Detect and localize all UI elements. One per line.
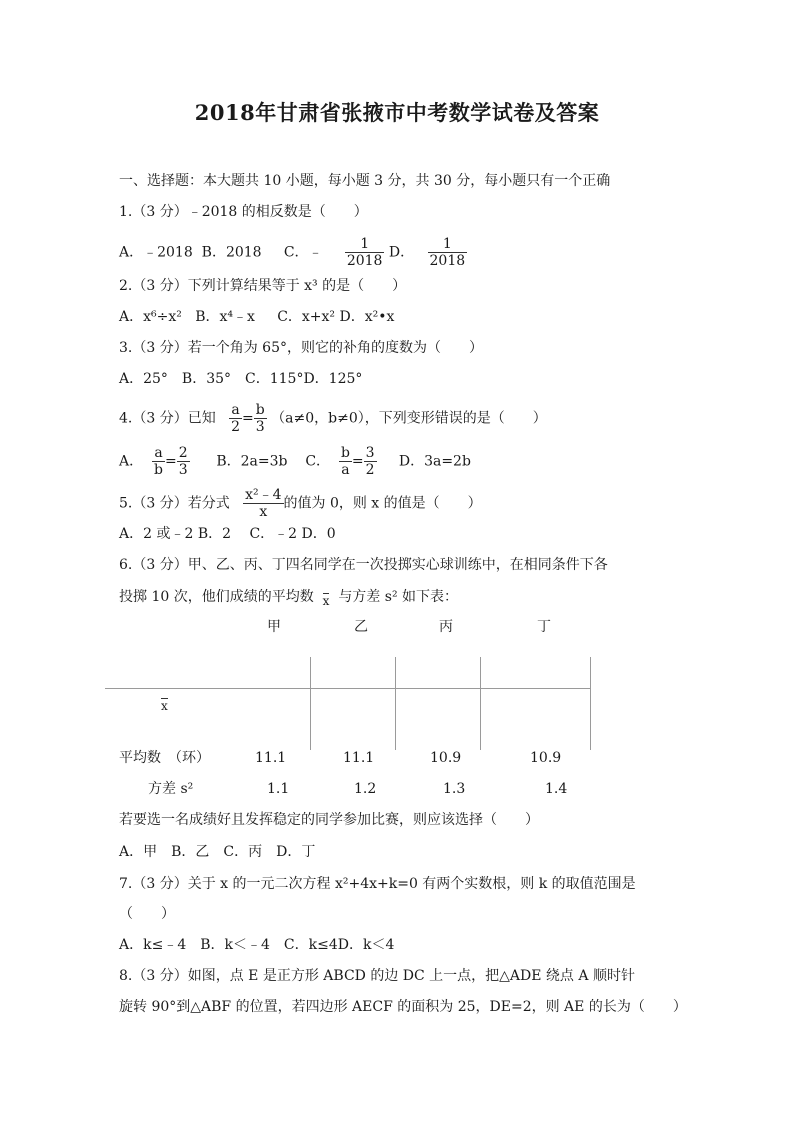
q4-option-c: C． <box>305 453 331 470</box>
question-5-stem <box>119 487 482 520</box>
q4-option-b: B．2a=3b <box>216 453 288 470</box>
q4-option-a: A． <box>119 453 144 470</box>
q4-option-a-equals: = <box>165 453 177 470</box>
table-variance-jia: 1.1 <box>267 781 290 797</box>
table-column-divider-4 <box>590 657 591 750</box>
q1-option-c: C．﹣ <box>283 244 323 261</box>
q4-option-a-frac2: $\frac{2}{3}$ <box>178 445 188 478</box>
table-variance-ding: 1.4 <box>545 781 568 797</box>
q1-option-d: D． <box>388 244 415 261</box>
q6-xbar-symbol: x <box>322 594 330 608</box>
table-xbar-label: x <box>161 699 168 713</box>
question-8-line2: 旋转 90°到△ABF 的位置，若四边形 AECF 的面积为 25，DE=2，则 AE 的长为（ ） <box>119 999 687 1015</box>
question-6-options: A．甲 B．乙 C．丙 D．丁 <box>119 844 316 860</box>
table-header-yi: 乙 <box>354 619 368 635</box>
table-variance-yi: 1.2 <box>354 781 377 797</box>
question-6-line2 <box>119 588 458 606</box>
table-mean-bing: 10.9 <box>430 750 462 766</box>
q6-line2-prefix: 投掷 10 次，他们成绩的平均数 <box>119 589 314 605</box>
question-7-paren: （ ） <box>119 906 175 922</box>
table-variance-bing: 1.3 <box>443 781 466 797</box>
q1-option-a: A．﹣2018 <box>119 244 193 261</box>
question-3-options: A．25° B．35° C．115°D．125° <box>119 371 363 387</box>
page-title: 2018年甘肃省张掖市中考数学试卷及答案 <box>194 100 600 125</box>
q1-option-b: B．2018 <box>201 244 262 261</box>
q4-fraction-b: $\frac{b}{3}$ <box>255 402 265 435</box>
q4-option-d: D．3a=2b <box>398 453 471 470</box>
table-column-divider-3 <box>480 657 481 750</box>
q1-fraction-d: $\frac{1}{2018}$ <box>429 236 466 269</box>
question-7-stem: 7.（3 分）关于 x 的一元二次方程 x²+4x+k=0 有两个实数根，则 k 的取值范围是 <box>119 876 636 892</box>
q4-option-a-frac1: $\frac{a}{b}$ <box>154 445 163 478</box>
question-6-line1: 6.（3 分）甲、乙、丙、丁四名同学在一次投掷实心球训练中，在相同条件下各 <box>119 557 608 573</box>
section-heading: 一、选择题：本大题共 10 小题，每小题 3 分，共 30 分，每小题只有一个正确 <box>119 173 611 189</box>
question-1-options <box>119 236 467 269</box>
question-4-options <box>119 445 471 478</box>
q4-option-c-frac1: $\frac{b}{a}$ <box>340 445 350 478</box>
q4-option-c-frac2: $\frac{3}{2}$ <box>365 445 375 478</box>
q4-equals: = <box>242 410 254 427</box>
question-3-stem: 3.（3 分）若一个角为 65°，则它的补角的度数为（ ） <box>119 340 483 356</box>
q5-stem-prefix: 5.（3 分）若分式 <box>119 495 230 512</box>
q2-option-d: D．x²•x <box>339 309 395 325</box>
q2-option-a: A．x⁶÷x² <box>119 309 182 325</box>
q4-option-c-equals: = <box>351 453 364 470</box>
table-column-divider-2 <box>395 657 396 750</box>
table-column-divider-1 <box>310 657 311 750</box>
question-7-options: A．k≤﹣4 B．k＜﹣4 C．k≤4D．k＜4 <box>119 937 395 953</box>
q5-stem-suffix: 的值为 0，则 x 的值是（ ） <box>283 495 482 512</box>
table-header-jia: 甲 <box>267 619 281 635</box>
question-1-stem: 1.（3 分）﹣2018 的相反数是（ ） <box>119 204 368 220</box>
q4-stem-suffix: （a≠0，b≠0），下列变形错误的是（ ） <box>271 410 547 427</box>
table-header-ding: 丁 <box>537 619 551 635</box>
q1-fraction-c: $\frac{1}{2018}$ <box>346 236 383 269</box>
table-header-bing: 丙 <box>439 619 453 635</box>
q4-stem-prefix: 4.（3 分）已知 <box>119 410 216 427</box>
q2-option-b: B．x⁴﹣x <box>195 309 255 325</box>
q4-fraction-a: $\frac{a}{2}$ <box>231 402 240 435</box>
question-8-line1: 8.（3 分）如图，点 E 是正方形 ABCD 的边 DC 上一点，把△ADE 绕点 A 顺时针 <box>119 968 635 984</box>
question-2-options <box>119 308 394 326</box>
table-row-divider <box>105 688 591 689</box>
table-variance-label: 方差 s² <box>148 781 194 797</box>
table-mean-label: 平均数 （环） <box>119 750 210 766</box>
question-5-options: A．2 或﹣2 B．2 C．﹣2 D．0 <box>119 526 336 542</box>
question-6-followup: 若要选一名成绩好且发挥稳定的同学参加比赛，则应该选择（ ） <box>119 812 539 828</box>
table-mean-jia: 11.1 <box>255 750 287 766</box>
q6-line2-suffix: 与方差 s² 如下表： <box>338 589 459 605</box>
question-2-stem: 2.（3 分）下列计算结果等于 x³ 的是（ ） <box>119 278 407 294</box>
table-mean-yi: 11.1 <box>343 750 375 766</box>
q5-fraction: $\frac{\text{x²﹣4}}{x}$ <box>245 487 282 520</box>
table-mean-ding: 10.9 <box>530 750 562 766</box>
question-4-stem <box>119 402 547 435</box>
q2-option-c: C．x+x² <box>277 309 336 325</box>
